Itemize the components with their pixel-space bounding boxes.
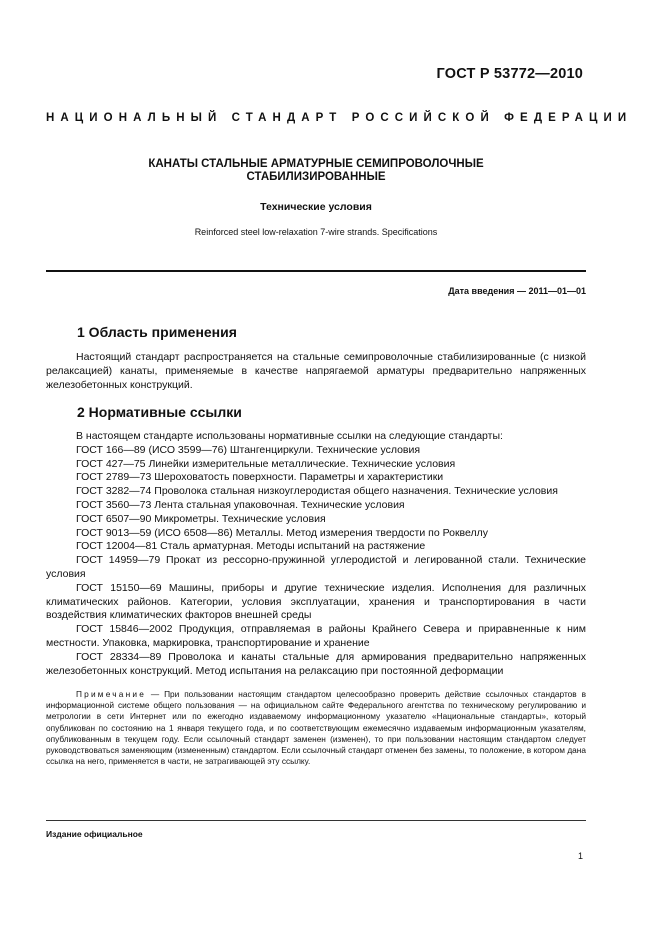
reference-item: ГОСТ 3282—74 Проволока стальная низкоуглеродистая общего назначения. Технические условия [76, 485, 558, 498]
footer-divider [46, 820, 586, 821]
official-edition-label: Издание официальное [46, 829, 143, 839]
section-2-heading: 2 Нормативные ссылки [77, 404, 242, 420]
reference-item: ГОСТ 9013—59 (ИСО 6508—86) Металлы. Метод измерения твердости по Роквеллу [76, 526, 489, 539]
note-label: Примечание [76, 689, 147, 699]
reference-item: ГОСТ 12004—81 Сталь арматурная. Методы испытаний на растяжение [76, 540, 426, 553]
reference-item: ГОСТ 427—75 Линейки измерительные металлические. Технические условия [76, 457, 456, 470]
reference-item: ГОСТ 2789—73 Шероховатость поверхности. Параметры и характеристики [76, 471, 444, 484]
document-id: ГОСТ Р 53772—2010 [436, 66, 583, 82]
section-1-text: Настоящий стандарт распространяется на стальные семипроволочные стабилизированные (с низкой релаксацией) канаты, применяемые в качестве напрягаемой арматуры предварительно напряженных железобетонных конструкций. [46, 351, 586, 391]
national-standard-banner: НАЦИОНАЛЬНЫЙ СТАНДАРТ РОССИЙСКОЙ ФЕДЕРАЦИИ [46, 112, 633, 124]
page-number: 1 [577, 851, 583, 861]
document-subtitle: Технические условия [260, 201, 372, 213]
note-paragraph [46, 689, 586, 767]
reference-item: ГОСТ 14959—79 Прокат из рессорно-пружинной углеродистой и легированной стали. Технические условия [46, 554, 586, 580]
title-line-2: СТАБИЛИЗИРОВАННЫЕ [246, 171, 386, 183]
section-1-heading: 1 Область применения [77, 324, 237, 340]
document-title [46, 158, 586, 184]
reference-item: ГОСТ 15150—69 Машины, приборы и другие технические изделия. Исполнения для различных климатических районов. Категории, условия эксплуатации, хранения и транспортирования в части воздействия климатических факторов внешней среды [46, 581, 586, 622]
reference-item: ГОСТ 6507—90 Микрометры. Технические условия [76, 512, 326, 525]
reference-item: ГОСТ 28334—89 Проволока и канаты стальные для армирования предварительно напряженных железобетонных конструкций. Метод испытания на релаксацию при постоянной деформации [46, 650, 586, 677]
references-intro: В настоящем стандарте использованы нормативные ссылки на следующие стандарты: [76, 430, 503, 442]
title-line-1: КАНАТЫ СТАЛЬНЫЕ АРМАТУРНЫЕ СЕМИПРОВОЛОЧНЫЕ [148, 158, 484, 170]
reference-item: ГОСТ 3560—73 Лента стальная упаковочная. Технические условия [76, 498, 405, 511]
normative-references [46, 430, 586, 678]
note-text: — При пользовании настоящим стандартом целесообразно проверить действие ссылочных стандартов в информационной системе общего пользования — на официальном сайте Федерального агентства по техническому регулированию и метрологии в сети Интернет или по ежегодно издаваемому информационному указателю «Национальные стандарты», который опубликован по состоянию на 1 января текущего года, и по соответствующим ежемесячно издаваемым информационным указателям, опубликованным в текущем году. Если ссылочный стандарт заменен (изменен), то при пользовании настоящим стандартом следует руководствоваться заменяющим (измененным) стандартом. Если ссылочный стандарт отменен без замены, то положение, в котором дана ссылка на него, применяется в части, не затрагивающей эту ссылку. [46, 689, 586, 767]
reference-item: ГОСТ 15846—2002 Продукция, отправляемая в районы Крайнего Севера и приравненные к ним местности. Упаковка, маркировка, транспортирование и хранение [46, 623, 586, 649]
references-note [46, 689, 586, 767]
english-title: Reinforced steel low-relaxation 7-wire strands. Specifications [194, 227, 438, 237]
title-divider [46, 270, 586, 272]
reference-item: ГОСТ 166—89 (ИСО 3599—76) Штангенциркули. Технические условия [76, 443, 421, 456]
section-1-body [46, 350, 586, 392]
introduction-date: Дата введения — 2011—01—01 [448, 286, 586, 296]
